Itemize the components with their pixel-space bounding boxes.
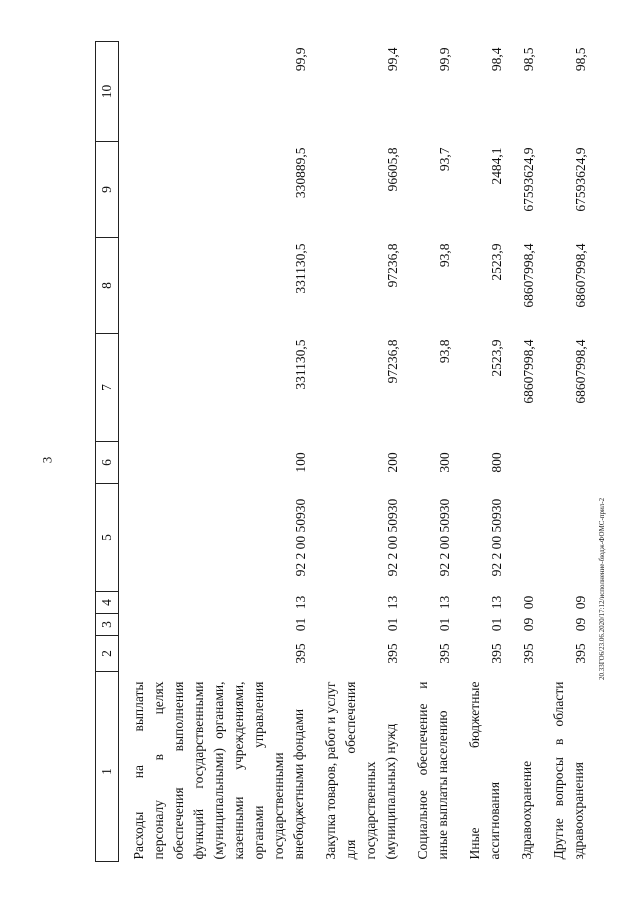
cell-expense-type: 200: [385, 452, 400, 473]
cell-section: 09: [521, 617, 536, 632]
column-header: 9: [96, 142, 119, 238]
row-name: Расходы на выплаты персоналу в целях обеспечения выполнения функций государственными (муниципальными) органами, казенными учреждениями, органами управления государственными внебюджетными фондами: [131, 681, 306, 860]
cell-expense-type: 300: [437, 452, 452, 473]
cell-percent: 98,5: [521, 47, 536, 72]
budget-execution-table: [95, 41, 591, 862]
cell-value: 68607998,4: [521, 339, 536, 404]
rotated-table-container: [95, 42, 615, 862]
cell-target-article: [539, 484, 591, 592]
column-header: 5: [96, 484, 119, 592]
cell-value: 330889,5: [293, 147, 308, 199]
cell-value: 93,8: [437, 243, 452, 268]
column-header: 2: [96, 636, 119, 672]
row-name: Социальное обеспечение и иные выплаты населению: [415, 681, 450, 860]
document-footer-code: 20.33ГО6/23.06.2020/17:12/исполнение-бюдж-ФОМС-прил-2: [598, 497, 606, 680]
header-row: [96, 42, 119, 862]
cell-subsection: 13: [489, 595, 504, 610]
page-number: 3: [39, 456, 55, 464]
table-row: [119, 42, 312, 862]
cell-expense-type: [507, 442, 539, 484]
cell-expense-type: 100: [293, 452, 308, 473]
column-header: 10: [96, 42, 119, 142]
cell-value: 2523,9: [489, 243, 504, 281]
cell-value: 68607998,4: [573, 339, 588, 404]
cell-value: 97236,8: [385, 243, 400, 288]
cell-target-article: 92 2 00 50930: [385, 498, 400, 577]
cell-subsection: 00: [521, 595, 536, 610]
cell-value: 67593624,9: [573, 147, 588, 212]
cell-expense-type: [539, 442, 591, 484]
cell-value: 67593624,9: [521, 147, 536, 212]
cell-admin-code: 395: [573, 643, 588, 664]
row-name: Закупка товаров, работ и услуг для обеспечения государственных (муниципальных) нужд: [323, 681, 398, 860]
cell-value: 97236,8: [385, 339, 400, 384]
cell-section: 01: [437, 617, 452, 632]
table-row: [507, 42, 539, 862]
cell-value: 331130,5: [293, 339, 308, 390]
cell-value: 68607998,4: [521, 243, 536, 308]
cell-subsection: 13: [385, 595, 400, 610]
cell-value: 96605,8: [385, 147, 400, 192]
cell-value: 68607998,4: [573, 243, 588, 308]
table-row: [539, 42, 591, 862]
cell-value: 331130,5: [293, 243, 308, 294]
column-header: 3: [96, 614, 119, 636]
cell-section: 01: [293, 617, 308, 632]
table-row: [455, 42, 507, 862]
row-name: Иные бюджетные ассигнования: [467, 681, 502, 860]
column-header: 4: [96, 592, 119, 614]
cell-percent: 99,9: [293, 47, 308, 72]
cell-section: 01: [489, 617, 504, 632]
cell-section: 01: [385, 617, 400, 632]
table-row: [403, 42, 455, 862]
cell-value: 2484,1: [489, 147, 504, 185]
cell-admin-code: 395: [437, 643, 452, 664]
cell-target-article: [507, 484, 539, 592]
cell-subsection: 13: [437, 595, 452, 610]
cell-admin-code: 395: [385, 643, 400, 664]
cell-percent: 99,4: [385, 47, 400, 72]
cell-value: 2523,9: [489, 339, 504, 377]
cell-subsection: 13: [293, 595, 308, 610]
row-name: Здравоохранение: [519, 760, 534, 860]
cell-percent: 98,5: [573, 47, 588, 72]
column-header: 1: [96, 672, 119, 862]
cell-percent: 99,9: [437, 47, 452, 72]
column-header: 6: [96, 442, 119, 484]
table-row: [311, 42, 403, 862]
cell-value: 93,8: [437, 339, 452, 364]
column-header: 8: [96, 238, 119, 334]
cell-percent: 98,4: [489, 47, 504, 72]
column-header: 7: [96, 334, 119, 442]
cell-subsection: 09: [573, 595, 588, 610]
cell-target-article: 92 2 00 50930: [489, 498, 504, 577]
cell-admin-code: 395: [293, 643, 308, 664]
cell-admin-code: 395: [521, 643, 536, 664]
cell-expense-type: 800: [489, 452, 504, 473]
cell-target-article: 92 2 00 50930: [437, 498, 452, 577]
cell-target-article: 92 2 00 50930: [293, 498, 308, 577]
row-name: Другие вопросы в области здравоохранения: [551, 681, 586, 860]
cell-value: 93,7: [437, 147, 452, 172]
cell-admin-code: 395: [489, 643, 504, 664]
cell-section: 09: [573, 617, 588, 632]
